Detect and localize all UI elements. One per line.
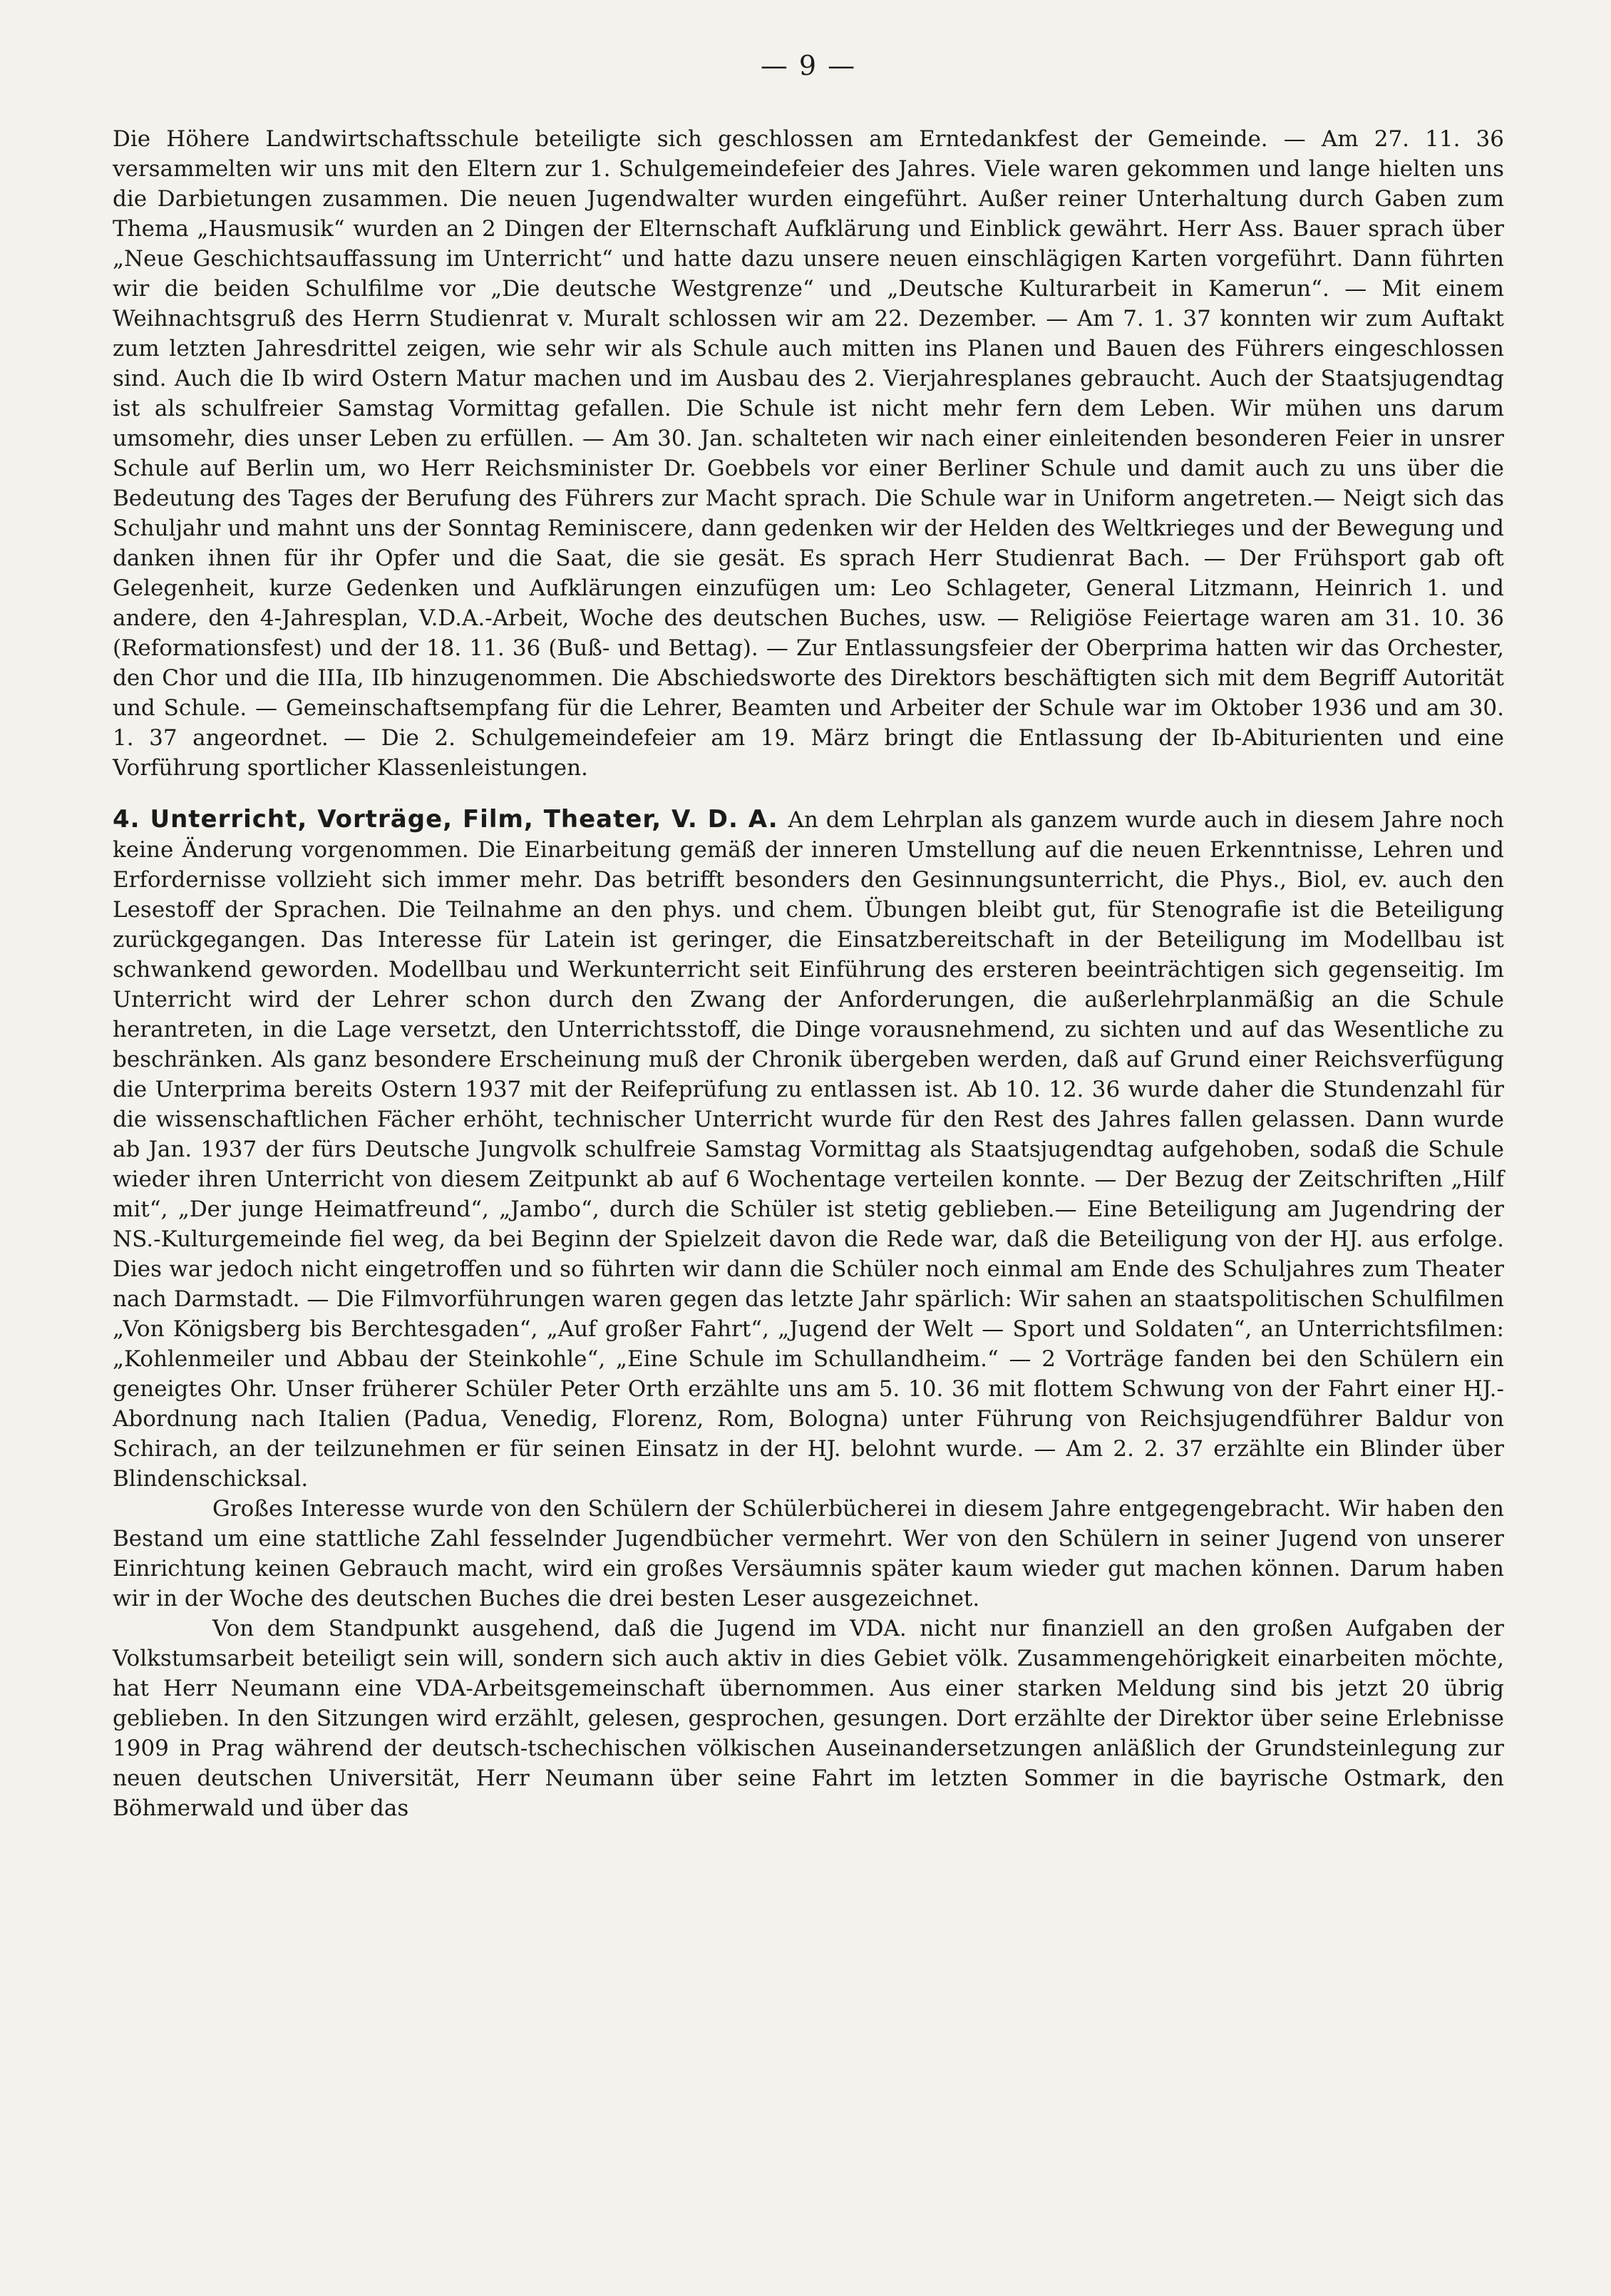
paragraph-library [113, 1494, 1504, 1614]
paragraph-text: An dem Lehrplan als ganzem wurde auch in diesem Jahre noch keine Änderung vorgenommen. Die Einarbeitung gemäß der inneren Umstellung auf die neuen Erkenntnisse, Lehren und Erfordernisse vollzieht sich immer mehr. Das betrifft besonders den Gesinnungsunterricht, die Phys., Biol, ev. auch den Lesestoff der Sprachen. Die Teilnahme an den phys. und chem. Übungen bleibt gut, für Stenografie ist die Beteiligung zurückgegangen. Das Interesse für Latein ist geringer, die Einsatzbereitschaft in der Beteiligung im Modellbau ist schwankend geworden. Modellbau und Werkunterricht seit Einführung des ersteren beeinträchtigen sich gegenseitig. Im Unterricht wird der Lehrer schon durch den Zwang der Anforderungen, die außerlehrplanmäßig an die Schule herantreten, in die Lage versetzt, den Unterrichtsstoff, die Dinge vorausnehmend, zu sichten und auf das Wesentliche zu beschränken. Als ganz besondere Erscheinung muß der Chronik übergeben werden, daß auf Grund einer Reichsverfügung die Unterprima bereits Ostern 1937 mit der Reifeprüfung zu entlassen ist. Ab 10. 12. 36 wurde daher die Stundenzahl für die wissenschaftlichen Fächer erhöht, technischer Unterricht wurde für den Rest des Jahres fallen gelassen. Dann wurde ab Jan. 1937 der fürs Deutsche Jungvolk schulfreie Samstag Vormittag als Staatsjugendtag aufgehoben, sodaß die Schule wieder ihren Unterricht von diesem Zeitpunkt ab auf 6 Wochentage verteilen konnte. — Der Bezug der Zeitschriften „Hilf mit“, „Der junge Heimatfreund“, „Jambo“, durch die Schüler ist stetig geblieben.— Eine Beteiligung am Jugendring der NS.-Kulturgemeinde fiel weg, da bei Beginn der Spielzeit davon die Rede war, daß die Beteiligung von der HJ. aus erfolge. Dies war jedoch nicht eingetroffen und so führten wir dann die Schüler noch einmal am Ende des Schuljahres zum Theater nach Darmstadt. — Die Filmvorführungen waren gegen das letzte Jahr spärlich: Wir sahen an staatspolitischen Schulfilmen „Von Königsberg bis Berchtesgaden“, „Auf großer Fahrt“, „Jugend der Welt — Sport und Soldaten“, an Unterrichtsfilmen: „Kohlenmeiler und Abbau der Steinkohle“, „Eine Schule im Schullandheim.“ — 2 Vorträge fanden bei den Schülern ein geneigtes Ohr. Unser früherer Schüler Peter Orth erzählte uns am 5. 10. 36 mit flottem Schwung von der Fahrt einer HJ.-Abordnung nach Italien (Padua, Venedig, Florenz, Rom, Bologna) unter Führung von Reichsjugendführer Baldur von Schirach, an der teilzunehmen er für seinen Einsatz in der HJ. belohnt wurde. — Am 2. 2. 37 erzählte ein Blinder über Blindenschicksal. [113, 807, 1505, 1492]
paragraph-school-events [113, 124, 1504, 783]
paragraph-section-4 [113, 804, 1504, 1494]
paragraph-text: Die Höhere Landwirtschaftsschule beteiligte sich geschlossen am Erntedankfest der Gemeinde. — Am 27. 11. 36 versammelten wir uns mit den Eltern zur 1. Schulgemeindefeier des Jahres. Viele waren gekommen und lange hielten uns die Darbietungen zusammen. Die neuen Jugendwalter wurden eingeführt. Außer reiner Unterhaltung durch Gaben zum Thema „Hausmusik“ wurden an 2 Dingen der Elternschaft Aufklärung und Einblick gewährt. Herr Ass. Bauer sprach über „Neue Geschichtsauffassung im Unterricht“ und hatte dazu unsere neuen einschlägigen Karten vorgeführt. Dann führten wir die beiden Schulfilme vor „Die deutsche Westgrenze“ und „Deutsche Kulturarbeit in Kamerun“. — Mit einem Weihnachtsgruß des Herrn Studienrat v. Muralt schlossen wir am 22. Dezember. — Am 7. 1. 37 konnten wir zum Auftakt zum letzten Jahresdrittel zeigen, wie sehr wir als Schule auch mitten ins Planen und Bauen des Führers eingeschlossen sind. Auch die Ib wird Ostern Matur machen und im Ausbau des 2. Vierjahresplanes gebraucht. Auch der Staatsjugendtag ist als schulfreier Samstag Vormittag gefallen. Die Schule ist nicht mehr fern dem Leben. Wir mühen uns darum umsomehr, dies unser Leben zu erfüllen. — Am 30. Jan. schalteten wir nach einer einleitenden besonderen Feier in unsrer Schule auf Berlin um, wo Herr Reichsminister Dr. Goebbels vor einer Berliner Schule und damit auch zu uns über die Bedeutung des Tages der Berufung des Führers zur Macht sprach. Die Schule war in Uniform angetreten.— Neigt sich das Schuljahr und mahnt uns der Sonntag Reminiscere, dann gedenken wir der Helden des Weltkrieges und der Bewegung und danken ihnen für ihr Opfer und die Saat, die sie gesät. Es sprach Herr Studienrat Bach. — Der Frühsport gab oft Gelegenheit, kurze Gedenken und Aufklärungen einzufügen um: Leo Schlageter, General Litzmann, Heinrich 1. und andere, den 4-Jahresplan, V.D.A.-Arbeit, Woche des deutschen Buches, usw. — Religiöse Feiertage waren am 31. 10. 36 (Reformationsfest) und der 18. 11. 36 (Buß- und Bettag). — Zur Entlassungsfeier der Oberprima hatten wir das Orchester, den Chor und die IIIa, IIb hinzugenommen. Die Abschiedsworte des Direktors beschäftigten sich mit dem Begriff Autorität und Schule. — Gemeinschaftsempfang für die Lehrer, Beamten und Arbeiter der Schule war im Oktober 1936 und am 30. 1. 37 angeordnet. — Die 2. Schulgemeindefeier am 19. März bringt die Entlassung der Ib-Abiturienten und eine Vorführung sportlicher Klassenleistungen. [113, 126, 1504, 781]
paragraph-text: Großes Interesse wurde von den Schülern der Schülerbücherei in diesem Jahre entgegengebracht. Wir haben den Bestand um eine stattliche Zahl fesselnder Jugendbücher vermehrt. Wer von den Schülern in seiner Jugend von unserer Einrichtung keinen Gebrauch macht, wird ein großes Versäumnis später kaum wieder gut machen können. Darum haben wir in der Woche des deutschen Buches die drei besten Leser ausgezeichnet. [113, 1496, 1504, 1611]
page-number: — 9 — [760, 50, 857, 81]
section-heading: 4. Unterricht, Vorträge, Film, Theater, V. D. A. [113, 805, 788, 834]
paragraph-vda [113, 1614, 1504, 1823]
paragraph-text: Von dem Standpunkt ausgehend, daß die Jugend im VDA. nicht nur finanziell an den großen Aufgaben der Volkstumsarbeit beteiligt sein will, sondern sich auch aktiv in dies Gebiet völk. Zusammengehörigkeit einarbeiten möchte, hat Herr Neumann eine VDA-Arbeitsgemeinschaft übernommen. Aus einer starken Meldung sind bis jetzt 20 übrig geblieben. In den Sitzungen wird erzählt, gelesen, gesprochen, gesungen. Dort erzählte der Direktor über seine Erlebnisse 1909 in Prag während der deutsch-tschechischen völkischen Auseinandersetzungen anläßlich der Grundsteinlegung zur neuen deutschen Universität, Herr Neumann über seine Fahrt im letzten Sommer in die bayrische Ostmark, den Böhmerwald und über das [113, 1616, 1504, 1821]
